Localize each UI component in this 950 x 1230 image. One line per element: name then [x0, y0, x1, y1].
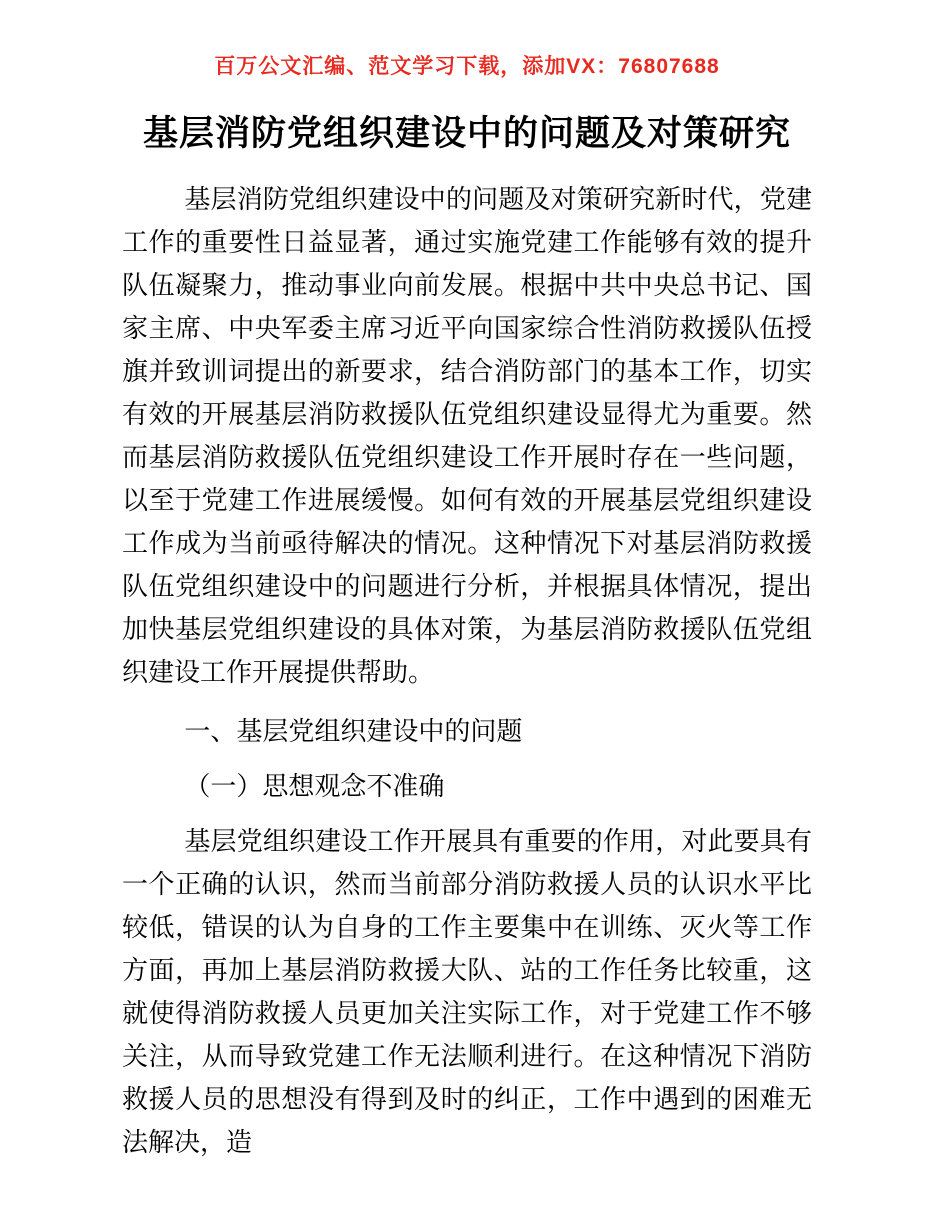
paragraph-body: 基层党组织建设工作开展具有重要的作用，对此要具有一个正确的认识，然而当前部分消防救援人员的认识水平比较低，错误的认为自身的工作主要集中在训练、灭火等工作方面，再加上基层消防救援大队、站的工作任务比较重，这就使得消防救援人员更加关注实际工作，对于党建工作不够关注，从而导致党建工作无法顺利进行。在这种情况下消防救援人员的思想没有得到及时的纠正，工作中遇到的困难无法解决，造 — [122, 826, 812, 1157]
promo-banner-text: 百万公文汇编、范文学习下载，添加VX：76807688 — [214, 55, 720, 78]
section-heading-1: 一、基层党组织建设中的问题 — [184, 716, 523, 746]
subsection-heading-1-1: （一）思想观念不准确 — [184, 771, 445, 801]
document-content — [122, 54, 812, 1180]
document-title: 基层消防党组织建设中的问题及对策研究 — [142, 114, 791, 153]
paragraph-intro: 基层消防党组织建设中的问题及对策研究新时代，党建工作的重要性日益显著，通过实施党建工作能够有效的提升队伍凝聚力，推动事业向前发展。根据中共中央总书记、国家主席、中央军委主席习近平向国家综合性消防救援队伍授旗并致训词提出的新要求，结合消防部门的基本工作，切实有效的开展基层消防救援队伍党组织建设显得尤为重要。然而基层消防救援队伍党组织建设工作开展时存在一些问题，以至于党建工作进展缓慢。如何有效的开展基层党组织建设工作成为当前亟待解决的情况。这种情况下对基层消防救援队伍党组织建设中的问题进行分析，并根据具体情况，提出加快基层党组织建设的具体对策，为基层消防救援队伍党组织建设工作开展提供帮助。 — [122, 184, 812, 687]
